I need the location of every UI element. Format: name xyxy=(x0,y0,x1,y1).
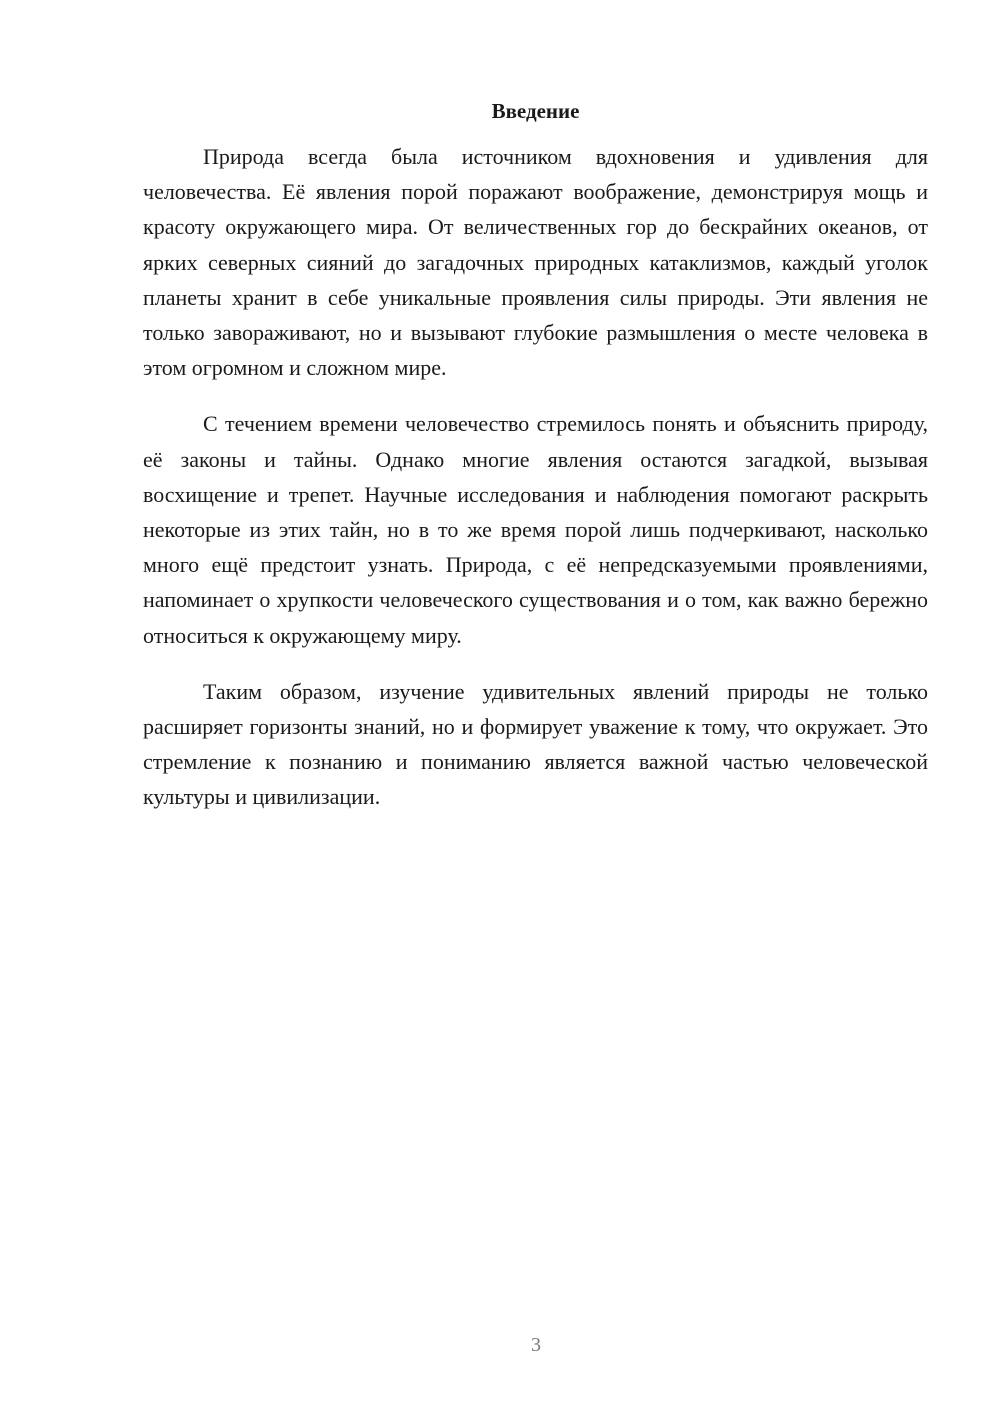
paragraph-3: Таким образом, изучение удивительных явлений природы не только расширяет горизонты знаний, но и формирует уважение к тому, что окружает. Это стремление к познанию и пониманию является важной частью человеческой культуры и цивилизации. xyxy=(143,678,928,810)
paragraph-2: С течением времени человечество стремилось понять и объяснить природу, её законы и тайны. Однако многие явления остаются загадкой, вызывая восхищение и трепет. Научные исследования и наблюдения помогают раскрыть некоторые из этих тайн, но в то же время порой лишь подчеркивают, насколько много ещё предстоит узнать. Природа, с её непредсказуемыми проявлениями, напоминает о хрупкости человеческого существования и о том, как важно бережно относиться к окружающему миру. xyxy=(143,411,928,648)
page-number: 3 xyxy=(531,1334,541,1356)
page-content xyxy=(143,96,928,836)
section-title: Введение xyxy=(491,99,580,123)
paragraph-1: Природа всегда была источником вдохновения и удивления для человечества. Её явления порой поражают воображение, демонстрируя мощь и красоту окружающего мира. От величественных гор до бескрайних океанов, от ярких северных сияний до загадочных природных катаклизмов, каждый уголок планеты хранит в себе уникальные проявления силы природы. Эти явления не только завораживают, но и вызывают глубокие размышления о месте человека в этом огромном и сложном мире. xyxy=(143,144,928,381)
